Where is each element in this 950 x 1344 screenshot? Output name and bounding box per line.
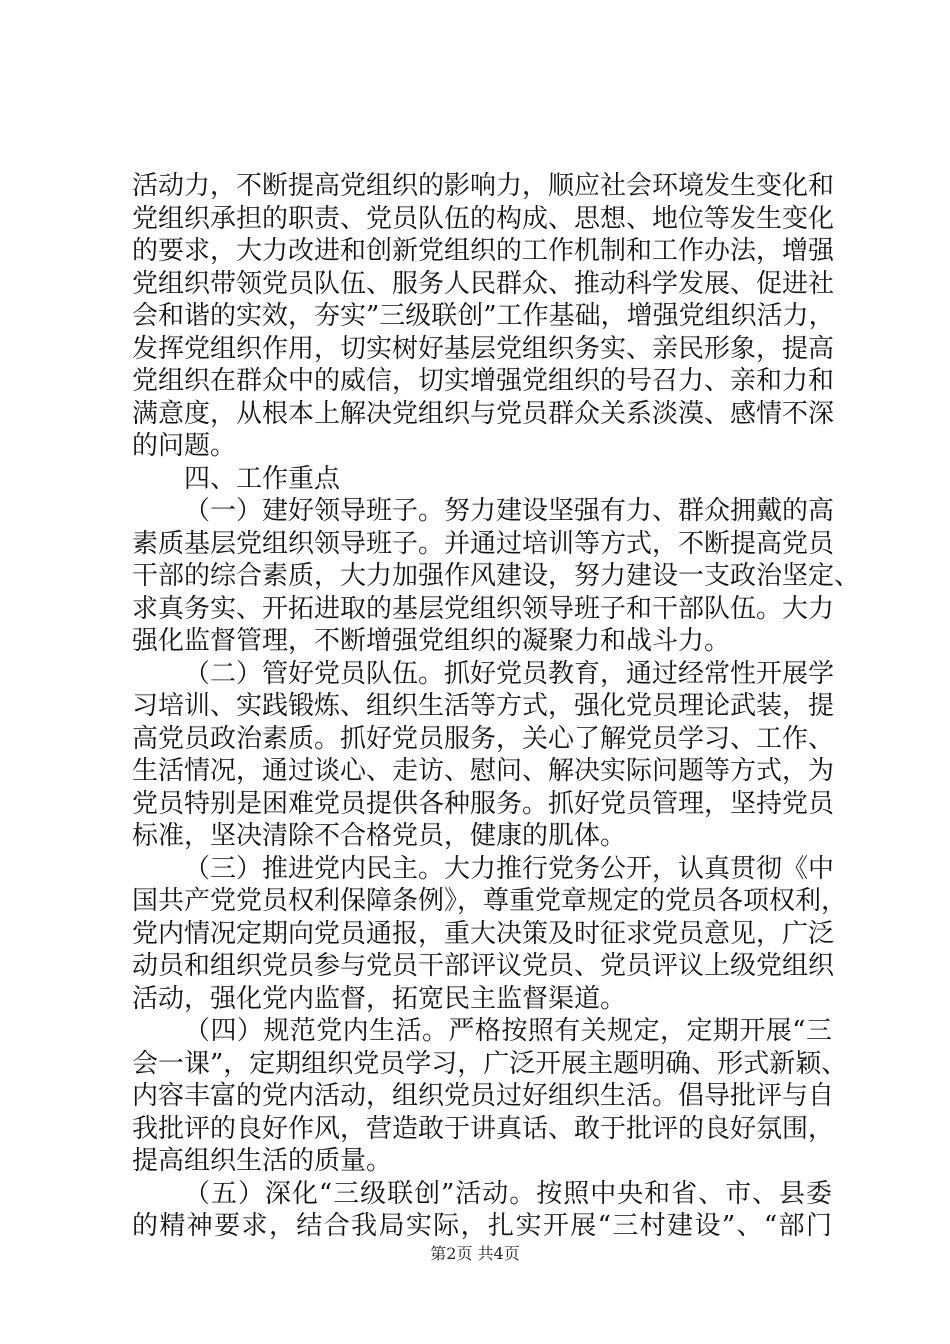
text-line: （三）推进党内民主。大力推行党务公开，认真贯彻《中: [184, 853, 835, 884]
text-line: 活动力，不断提高党组织的影响力，顺应社会环境发生变化和: [132, 171, 835, 201]
text-line: 标准，坚决清除不合格党员，健康的肌体。: [132, 821, 627, 851]
text-line: 强化监督管理，不断增强党组织的凝聚力和战斗力。: [132, 626, 731, 656]
text-line: 习培训、实践锻炼、组织生活等方式，强化党员理论武装，提: [132, 691, 835, 721]
text-line: 的问题。: [132, 431, 237, 461]
text-line: 党员特别是困难党员提供各种服务。抓好党员管理，坚持党员: [132, 788, 835, 819]
text-line: 我批评的良好作风，营造敢于讲真话、敢于批评的良好氛围，: [132, 1113, 835, 1144]
text-line: 党组织承担的职责、党员队伍的构成、思想、地位等发生变化: [132, 203, 835, 234]
text-line: 会和谐的实效，夯实”三级联创”工作基础，增强党组织活力，: [132, 301, 835, 331]
text-line: 的要求，大力改进和创新党组织的工作机制和工作办法，增强: [132, 236, 835, 266]
text-line: （四）规范党内生活。严格按照有关规定，定期开展“三: [184, 1016, 832, 1046]
text-line: 干部的综合素质，大力加强作风建设，努力建设一支政治坚定、: [132, 561, 861, 591]
text-line: 的精神要求，结合我局实际，扎实开展“三村建设”、“部门: [132, 1211, 832, 1241]
text-line: 动员和组织党员参与党员干部评议党员、党员评议上级党组织: [132, 951, 835, 981]
text-line: 高党员政治素质。抓好党员服务，关心了解党员学习、工作、: [132, 723, 835, 754]
text-line: 国共产党党员权利保障条例》，尊重党章规定的党员各项权利，: [132, 886, 848, 916]
text-line: 满意度，从根本上解决党组织与党员群众关系淡漠、感情不深: [132, 398, 835, 429]
text-line: （二）管好党员队伍。抓好党员教育，通过经常性开展学: [184, 658, 835, 689]
text-line: 内容丰富的党内活动，组织党员过好组织生活。倡导批评与自: [132, 1081, 835, 1111]
text-line: （一）建好领导班子。努力建设坚强有力、群众拥戴的高: [184, 496, 835, 526]
text-line: 党组织在群众中的威信，切实增强党组织的号召力、亲和力和: [132, 366, 835, 396]
text-line: 四、工作重点: [184, 463, 341, 494]
text-line: 党组织带领党员队伍、服务人民群众、推动科学发展、促进社: [132, 268, 835, 299]
text-line: 素质基层党组织领导班子。并通过培训等方式，不断提高党员: [132, 528, 835, 559]
text-line: 活动，强化党内监督，拓宽民主监督渠道。: [132, 983, 627, 1014]
text-line: 提高组织生活的质量。: [132, 1146, 393, 1176]
text-line: （五）深化“三级联创”活动。按照中央和省、市、县委: [184, 1178, 832, 1209]
document-body: [132, 170, 861, 1243]
text-line: 生活情况，通过谈心、走访、慰问、解决实际问题等方式，为: [132, 756, 835, 786]
text-line: 发挥党组织作用，切实树好基层党组织务实、亲民形象，提高: [132, 333, 835, 364]
text-line: 党内情况定期向党员通报，重大决策及时征求党员意见，广泛: [132, 918, 835, 949]
page-footer: 第2页 共4页: [430, 1244, 520, 1263]
text-line: 求真务实、开拓进取的基层党组织领导班子和干部队伍。大力: [132, 593, 835, 624]
text-line: 会一课”，定期组织党员学习，广泛开展主题明确、形式新颖、: [132, 1048, 848, 1079]
